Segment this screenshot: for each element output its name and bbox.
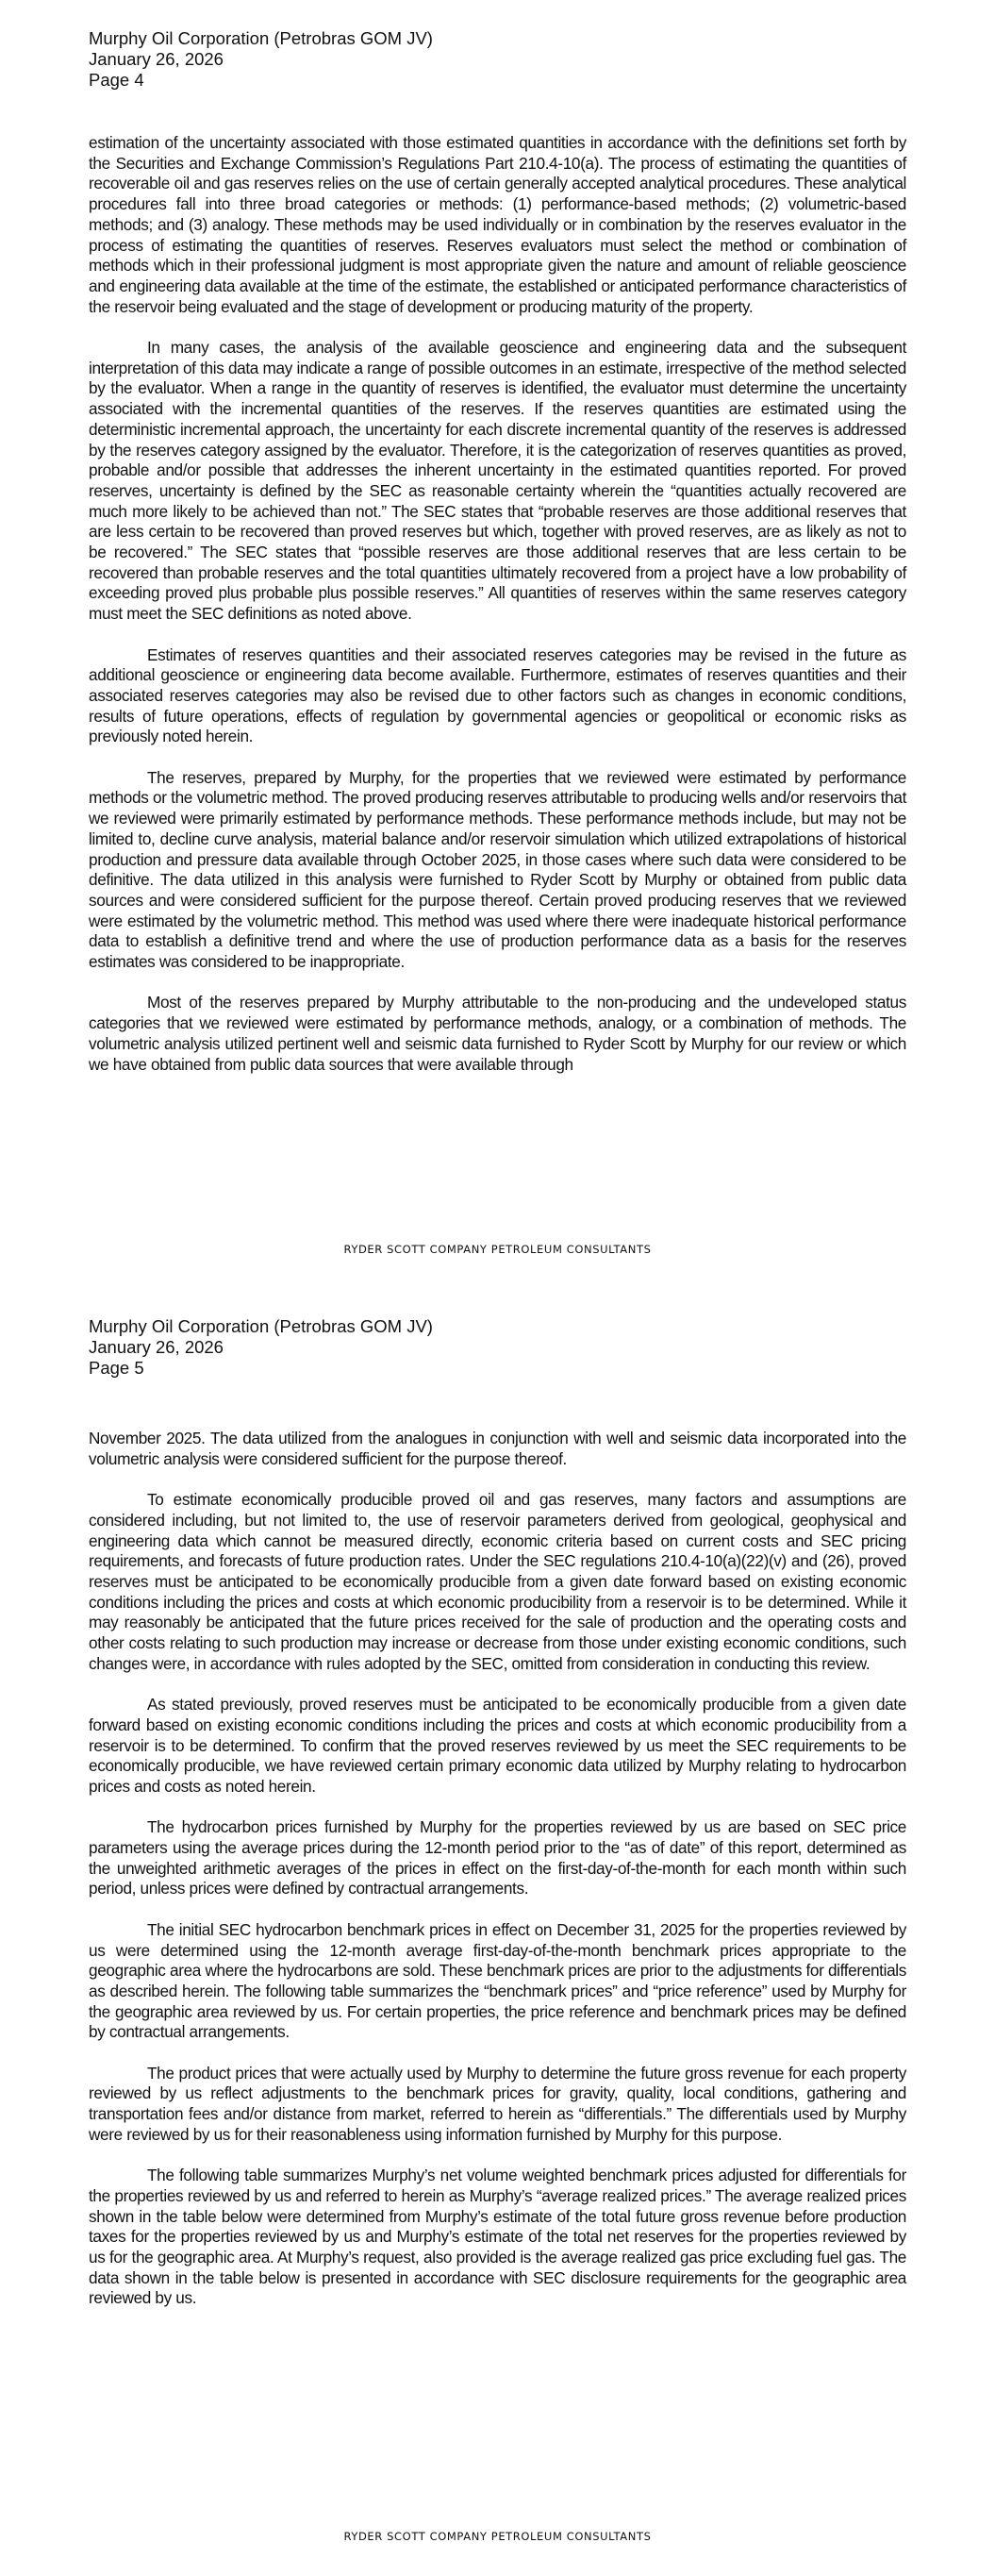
page-footer: RYDER SCOTT COMPANY PETROLEUM CONSULTANTS: [343, 1243, 652, 1256]
paragraph: To estimate economically producible proved oil and gas reserves, many factors and assumptions are considered including, but not limited to, the use of reservoir parameters derived from geological, geophysical and engineering data which cannot be measured directly, economic criteria based on current costs and SEC pricing requirements, and forecasts of future production rates. Under the SEC regulations 210.4-10(a)(22)(v) and (26), proved reserves must be anticipated to be economically producible from a given date forward based on existing economic conditions including the prices and costs at which economic producibility from a reservoir is to be determined. While it may reasonably be anticipated that the future prices received for the sale of production and the operating costs and other costs relating to such production may increase or decrease from those under existing economic conditions, such changes were, in accordance with rules adopted by the SEC, omitted from consideration in conducting this review.: [89, 1490, 906, 1673]
header-page-number: Page 4: [89, 70, 144, 90]
paragraph: The reserves, prepared by Murphy, for the properties that we reviewed were estimated by performance methods or the volumetric method. The proved producing reserves attributable to producing wells and/or reservoirs that we reviewed were primarily estimated by performance methods. These performance methods include, but may not be limited to, decline curve analysis, material balance and/or reservoir simulation which utilized extrapolations of historical production and pressure data available through October 2025, in those cases where such data were considered to be definitive. The data utilized in this analysis were furnished to Ryder Scott by Murphy or obtained from public data sources and were considered sufficient for the purpose thereof. Certain proved producing reserves that we reviewed were estimated by the volumetric method. This method was used where there were inadequate historical performance data to establish a definitive trend and where the use of production performance data as a basis for the reserves estimates was considered to be inappropriate.: [89, 767, 906, 972]
paragraph: Estimates of reserves quantities and their associated reserves categories may be revised in the future as additional geoscience or engineering data become available. Furthermore, estimates of reserves quantities and their associated reserves categories may also be revised due to other factors such as changes in economic conditions, results of future operations, effects of regulation by governmental agencies or geopolitical or economic risks as previously noted herein.: [89, 644, 906, 746]
paragraph: The product prices that were actually used by Murphy to determine the future gross revenue for each property reviewed by us reflect adjustments to the benchmark prices for gravity, quality, local conditions, gathering and transportation fees and/or distance from market, referred to herein as “differentials.” The differentials used by Murphy were reviewed by us for their reasonableness using information furnished by Murphy for this purpose.: [89, 2063, 906, 2144]
paragraph: As stated previously, proved reserves must be anticipated to be economically producible from a given date forward based on existing economic conditions including the prices and costs at which economic producibility from a reservoir is to be determined. To confirm that the proved reserves reviewed by us meet the SEC requirements to be economically producible, we have reviewed certain primary economic data utilized by Murphy relating to hydrocarbon prices and costs as noted herein.: [89, 1695, 906, 1796]
paragraph: The initial SEC hydrocarbon benchmark prices in effect on December 31, 2025 for the properties reviewed by us were determined using the 12-month average first-day-of-the-month benchmark prices appropriate to the geographic area where the hydrocarbons are sold. These benchmark prices are prior to the adjustments for differentials as described herein. The following table summarizes the “benchmark prices” and “price reference” used by Murphy for the geographic area reviewed by us. For certain properties, the price reference and benchmark prices may be defined by contractual arrangements.: [89, 1919, 906, 2042]
page-footer: RYDER SCOTT COMPANY PETROLEUM CONSULTANTS: [343, 2530, 652, 2543]
paragraph: The hydrocarbon prices furnished by Murphy for the properties reviewed by us are based on SEC price parameters using the average prices during the 12-month period prior to the “as of date” of this report, determined as the unweighted arithmetic averages of the prices in effect on the first-day-of-the-month for each month within such period, unless prices were defined by contractual arrangements.: [89, 1817, 906, 1899]
paragraph: The following table summarizes Murphy’s net volume weighted benchmark prices adjusted for differentials for the properties reviewed by us and referred to herein as Murphy’s “average realized prices.” The average realized prices shown in the table below were determined from Murphy’s estimate of the total future gross revenue before production taxes for the properties reviewed by us and Murphy’s estimate of the total net reserves for the properties reviewed by us for the geographic area. At Murphy’s request, also provided is the average realized gas price excluding fuel gas. The data shown in the table below is presented in accordance with SEC disclosure requirements for the geographic area reviewed by us.: [89, 2166, 906, 2308]
header-company: Murphy Oil Corporation (Petrobras GOM JV): [89, 28, 433, 48]
page-header: [89, 1316, 433, 1379]
header-date: January 26, 2026: [89, 49, 224, 69]
page-body: [89, 133, 906, 1096]
paragraph: Most of the reserves prepared by Murphy attributable to the non-producing and the undeveloped status categories that we reviewed were estimated by performance methods, analogy, or a combination of methods. The volumetric analysis utilized pertinent well and seismic data furnished to Ryder Scott by Murphy for our review or which we have obtained from public data sources that were available through: [89, 993, 906, 1074]
page-body: [89, 1429, 906, 2330]
paragraph: estimation of the uncertainty associated with those estimated quantities in accordance with the definitions set forth by the Securities and Exchange Commission’s Regulations Part 210.4-10(a). The process of estimating the quantities of recoverable oil and gas reserves relies on the use of certain generally accepted analytical procedures. These analytical procedures fall into three broad categories or methods: (1) performance-based methods; (2) volumetric-based methods; and (3) analogy. These methods may be used individually or in combination by the reserves evaluator in the process of estimating the quantities of reserves. Reserves evaluators must select the method or combination of methods which in their professional judgment is most appropriate given the nature and amount of reliable geoscience and engineering data available at the time of the estimate, the established or anticipated performance characteristics of the reservoir being evaluated and the stage of development or producing maturity of the property.: [89, 133, 906, 316]
header-date: January 26, 2026: [89, 1337, 224, 1357]
paragraph: November 2025. The data utilized from the analogues in conjunction with well and seismic data incorporated into the volumetric analysis were considered sufficient for the purpose thereof.: [89, 1429, 906, 1468]
header-company: Murphy Oil Corporation (Petrobras GOM JV): [89, 1316, 433, 1336]
page-header: [89, 28, 433, 91]
document-page-5: [0, 1288, 995, 2576]
header-page-number: Page 5: [89, 1358, 144, 1378]
paragraph: In many cases, the analysis of the available geoscience and engineering data and the subsequent interpretation of this data may indicate a range of possible outcomes in an estimate, irrespective of the method selected by the evaluator. When a range in the quantity of reserves is identified, the evaluator must determine the uncertainty associated with the incremental quantities of the reserves. If the reserves quantities are estimated using the deterministic incremental approach, the uncertainty for each discrete incremental quantity of the reserves is addressed by the reserves category assigned by the evaluator. Therefore, it is the categorization of reserves quantities as proved, probable and/or possible that addresses the inherent uncertainty in the estimated quantities reported. For proved reserves, uncertainty is defined by the SEC as reasonable certainty wherein the “quantities actually recovered are much more likely to be achieved than not.” The SEC states that “probable reserves are those additional reserves that are less certain to be recovered than proved reserves but which, together with proved reserves, are as likely as not to be recovered.” The SEC states that “possible reserves are those additional reserves that are less certain to be recovered than probable reserves and the total quantities ultimately recovered from a project have a low probability of exceeding proved plus probable plus possible reserves.” All quantities of reserves within the same reserves category must meet the SEC definitions as noted above.: [89, 338, 906, 624]
